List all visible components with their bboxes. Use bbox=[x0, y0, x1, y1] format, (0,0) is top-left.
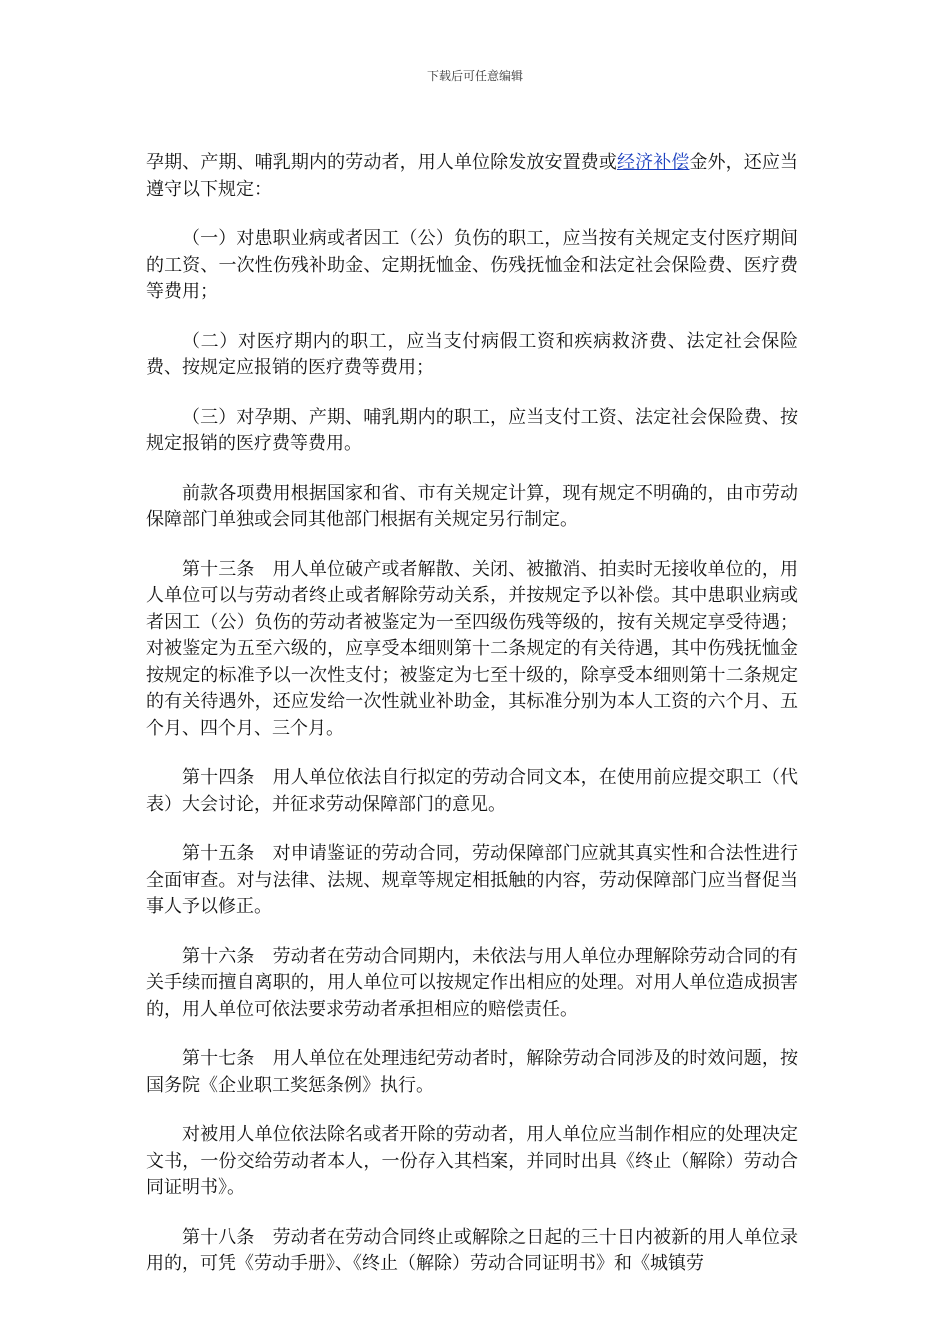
article-14: 第十四条 用人单位依法自行拟定的劳动合同文本，在使用前应提交职工（代表）大会讨论，并征求劳动保障部门的意见。 bbox=[146, 767, 798, 815]
intro-paragraph bbox=[146, 150, 798, 203]
article-17: 第十七条 用人单位在处理违纪劳动者时，解除劳动合同涉及的时效问题，按国务院《企业职工奖惩条例》执行。 bbox=[146, 1048, 798, 1096]
article-16: 第十六条 劳动者在劳动合同期内，未依法与用人单位办理解除劳动合同的有关手续而擅自离职的，用人单位可以按规定作出相应的处理。对用人单位造成损害的，用人单位可依法要求劳动者承担相应的赔偿责任。 bbox=[146, 945, 798, 1020]
page-header-note: 下载后可任意编辑 bbox=[426, 69, 523, 83]
paragraph-item-3: （三）对孕期、产期、哺乳期内的职工，应当支付工资、法定社会保险费、按规定报销的医疗费等费用。 bbox=[146, 406, 798, 454]
paragraph-item-2: （二）对医疗期内的职工，应当支付病假工资和疾病救济费、法定社会保险费、按规定应报销的医疗费等费用； bbox=[146, 330, 798, 378]
article-17-dismissal-note: 对被用人单位依法除名或者开除的劳动者，用人单位应当制作相应的处理决定文书，一份交给劳动者本人，一份存入其档案，并同时出具《终止（解除）劳动合同证明书》。 bbox=[146, 1124, 798, 1198]
paragraph-fees-note: 前款各项费用根据国家和省、市有关规定计算，现有规定不明确的，由市劳动保障部门单独或会同其他部门根据有关规定另行制定。 bbox=[146, 482, 798, 530]
article-13: 第十三条 用人单位破产或者解散、关闭、被撤消、拍卖时无接收单位的，用人单位可以与劳动者终止或者解除劳动关系，并按规定予以补偿。其中患职业病或者因工（公）负伤的劳动者被鉴定为一至四级伤残等级的，按有关规定享受待遇；对被鉴定为五至六级的，应享受本细则第十二条规定的有关待遇，其中伤残抚恤金按规定的标准予以一次性支付；被鉴定为七至十级的，除享受本细则第十二条规定的有关待遇外，还应发给一次性就业补助金，其标准分别为本人工资的六个月、五个月、四个月、三个月。 bbox=[146, 558, 798, 739]
intro-text-after-link: 金外，还应当遵守以下规定： bbox=[146, 152, 799, 200]
paragraph-item-1: （一）对患职业病或者因工（公）负伤的职工，应当按有关规定支付医疗期间的工资、一次性伤残补助金、定期抚恤金、伤残抚恤金和法定社会保险费、医疗费等费用； bbox=[146, 228, 798, 302]
intro-text-before-link: 孕期、产期、哺乳期内的劳动者，用人单位除发放安置费或 bbox=[146, 152, 617, 173]
document-body bbox=[146, 150, 798, 1301]
article-18: 第十八条 劳动者在劳动合同终止或解除之日起的三十日内被新的用人单位录用的，可凭《劳动手册》、《终止（解除）劳动合同证明书》和《城镇劳 bbox=[146, 1226, 798, 1274]
article-15: 第十五条 对申请鉴证的劳动合同，劳动保障部门应就其真实性和合法性进行全面审查。对与法律、法规、规章等规定相抵触的内容，劳动保障部门应当督促当事人予以修正。 bbox=[146, 843, 798, 917]
economic-compensation-link[interactable]: 经济补偿 bbox=[616, 152, 690, 173]
